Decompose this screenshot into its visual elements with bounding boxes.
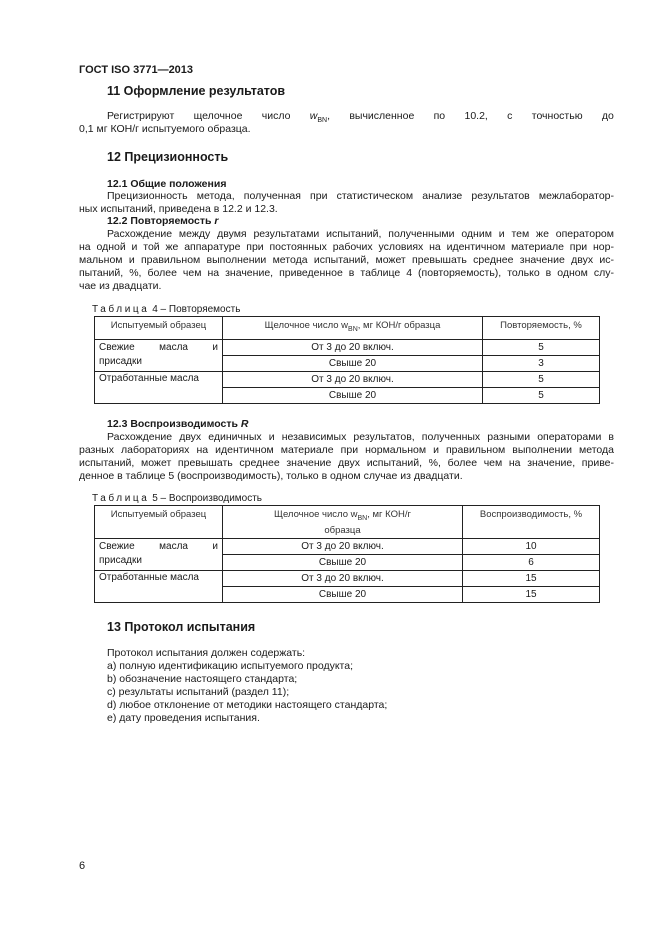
section-12-2-line: Расхождение между двумя результатами испытаний, полученными одним и тем же оператором xyxy=(107,228,614,240)
range-cell: От 3 до 20 включ. xyxy=(223,372,483,388)
section-12-2-line: пытаний, %, более чем на значение, приведенное в таблице 4 (повторяемость), только в одном слу- xyxy=(79,267,614,279)
header-text: образца xyxy=(324,524,361,536)
w-symbol: w xyxy=(309,110,318,122)
range-cell: От 3 до 20 включ. xyxy=(223,340,483,356)
sample-cell: Свежие масла и присадки xyxy=(95,539,223,571)
table-4-caption xyxy=(92,304,240,315)
value-cell: 5 xyxy=(483,372,600,388)
table-header-row xyxy=(95,317,600,340)
value-cell: 15 xyxy=(463,587,600,603)
header-cell: Воспроизводимость, % xyxy=(463,506,600,539)
range-cell: Свыше 20 xyxy=(223,587,463,603)
word: с xyxy=(507,110,513,122)
word: 10.2, xyxy=(464,110,488,122)
value-cell: 5 xyxy=(483,340,600,356)
value-cell: 3 xyxy=(483,356,600,372)
range-cell: Свыше 20 xyxy=(223,356,483,372)
value-cell: 5 xyxy=(483,388,600,404)
header-text: , мг КОН/г xyxy=(367,509,411,520)
header-cell: Испытуемый образец xyxy=(95,506,223,539)
section-12-3-line: испытаний, может превышать среднее значение двух испытаний, %, более чем на значение, приве- xyxy=(79,457,614,469)
header-text: Щелочное число w xyxy=(264,320,349,331)
section-12-1-text-line1: Прецизионность метода, полученная при статистическом анализе результатов межлаборатор- xyxy=(107,190,614,202)
section-12-title: 12 Прецизионность xyxy=(107,150,229,164)
list-item: b) обозначение настоящего стандарта; xyxy=(107,673,298,685)
list-item: а) полную идентификацию испытуемого продукта; xyxy=(107,660,353,672)
section-11-title: 11 Оформление результатов xyxy=(107,84,286,98)
list-item: c) результаты испытаний (раздел 11); xyxy=(107,686,290,698)
table-5-caption xyxy=(92,493,262,504)
header-cell xyxy=(223,317,483,340)
table-row xyxy=(95,340,600,356)
table-row xyxy=(95,571,600,587)
range-cell: От 3 до 20 включ. xyxy=(223,571,463,587)
sample-cell: Отработанные масла xyxy=(95,571,223,603)
header-subscript: BN xyxy=(357,514,368,522)
section-12-3-line: Расхождение двух единичных и независимых результатов, полученных разными операторами в xyxy=(107,431,614,443)
word: Регистрируют xyxy=(107,110,175,122)
header-text: , мг КОН/г образца xyxy=(357,320,441,331)
word: число xyxy=(261,110,291,122)
table-5-caption-rest: 5 – Воспроизводимость xyxy=(149,493,263,504)
range-cell: Свыше 20 xyxy=(223,555,463,571)
table-5 xyxy=(94,505,600,603)
sample-cell: Свежие масла и присадки xyxy=(95,340,223,372)
value-cell: 10 xyxy=(463,539,600,555)
section-11-text-line2: 0,1 мг КОН/г испытуемого образца. xyxy=(79,123,251,135)
section-12-2-title-var: r xyxy=(214,215,219,227)
table-row xyxy=(95,539,600,555)
list-item: d) любое отклонение от методики настоящего стандарта; xyxy=(107,699,388,711)
section-12-2-line: мальном и правильном выполнении метода испытаний, может превышать среднее значение двух ис- xyxy=(79,254,614,266)
section-12-2-line-last: чае из двадцати. xyxy=(79,280,162,292)
table-header-row xyxy=(95,506,600,539)
section-13-title: 13 Протокол испытания xyxy=(107,620,256,634)
section-12-3-title-var: R xyxy=(240,418,249,430)
section-12-3-title-text: 12.3 Воспроизводимость xyxy=(107,418,241,430)
table-4-caption-rest: 4 – Повторяемость xyxy=(149,304,241,315)
section-12-2-title xyxy=(107,215,219,227)
page-number: 6 xyxy=(79,860,86,872)
section-13-intro: Протокол испытания должен содержать: xyxy=(107,647,306,659)
header-subscript: BN xyxy=(348,325,358,333)
table-row xyxy=(95,372,600,388)
section-12-1-text-line2: ных испытаний, приведена в 12.2 и 12.3. xyxy=(79,203,278,215)
sample-cell: Отработанные масла xyxy=(95,372,223,404)
standard-header: ГОСТ ISO 3771—2013 xyxy=(79,64,194,76)
range-cell: От 3 до 20 включ. xyxy=(223,539,463,555)
w-subscript: BN xyxy=(317,117,328,125)
table-4 xyxy=(94,316,600,404)
section-12-1-title: 12.1 Общие положения xyxy=(107,178,227,190)
range-cell: Свыше 20 xyxy=(223,388,483,404)
value-cell: 15 xyxy=(463,571,600,587)
word: до xyxy=(601,110,614,122)
word: по xyxy=(433,110,446,122)
word: щелочное xyxy=(193,110,243,122)
variable-wbn xyxy=(310,110,330,127)
header-cell: Повторяемость, % xyxy=(483,317,600,340)
section-12-3-line-last: денное в таблице 5 (воспроизводимость), только в одном случае из двадцати. xyxy=(79,470,463,482)
section-12-3-title xyxy=(107,418,248,430)
header-cell xyxy=(223,506,463,539)
table-5-caption-word: Таблица xyxy=(92,493,150,504)
list-item: e) дату проведения испытания. xyxy=(107,712,260,724)
value-cell: 6 xyxy=(463,555,600,571)
table-4-caption-word: Таблица xyxy=(92,304,150,315)
word: точностью xyxy=(531,110,583,122)
header-text: Щелочное число w xyxy=(274,509,358,520)
word: вычисленное xyxy=(349,110,415,122)
section-12-2-title-text: 12.2 Повторяемость xyxy=(107,215,215,227)
w-comma: , xyxy=(327,110,330,122)
header-cell: Испытуемый образец xyxy=(95,317,223,340)
section-12-3-line: разных лабораториях на идентичном материале при нормальном и правильном выполнении метода xyxy=(79,444,614,456)
section-12-2-line: на одной и той же аппаратуре при постоянных рабочих условиях на идентичном материале при нор- xyxy=(79,241,614,253)
